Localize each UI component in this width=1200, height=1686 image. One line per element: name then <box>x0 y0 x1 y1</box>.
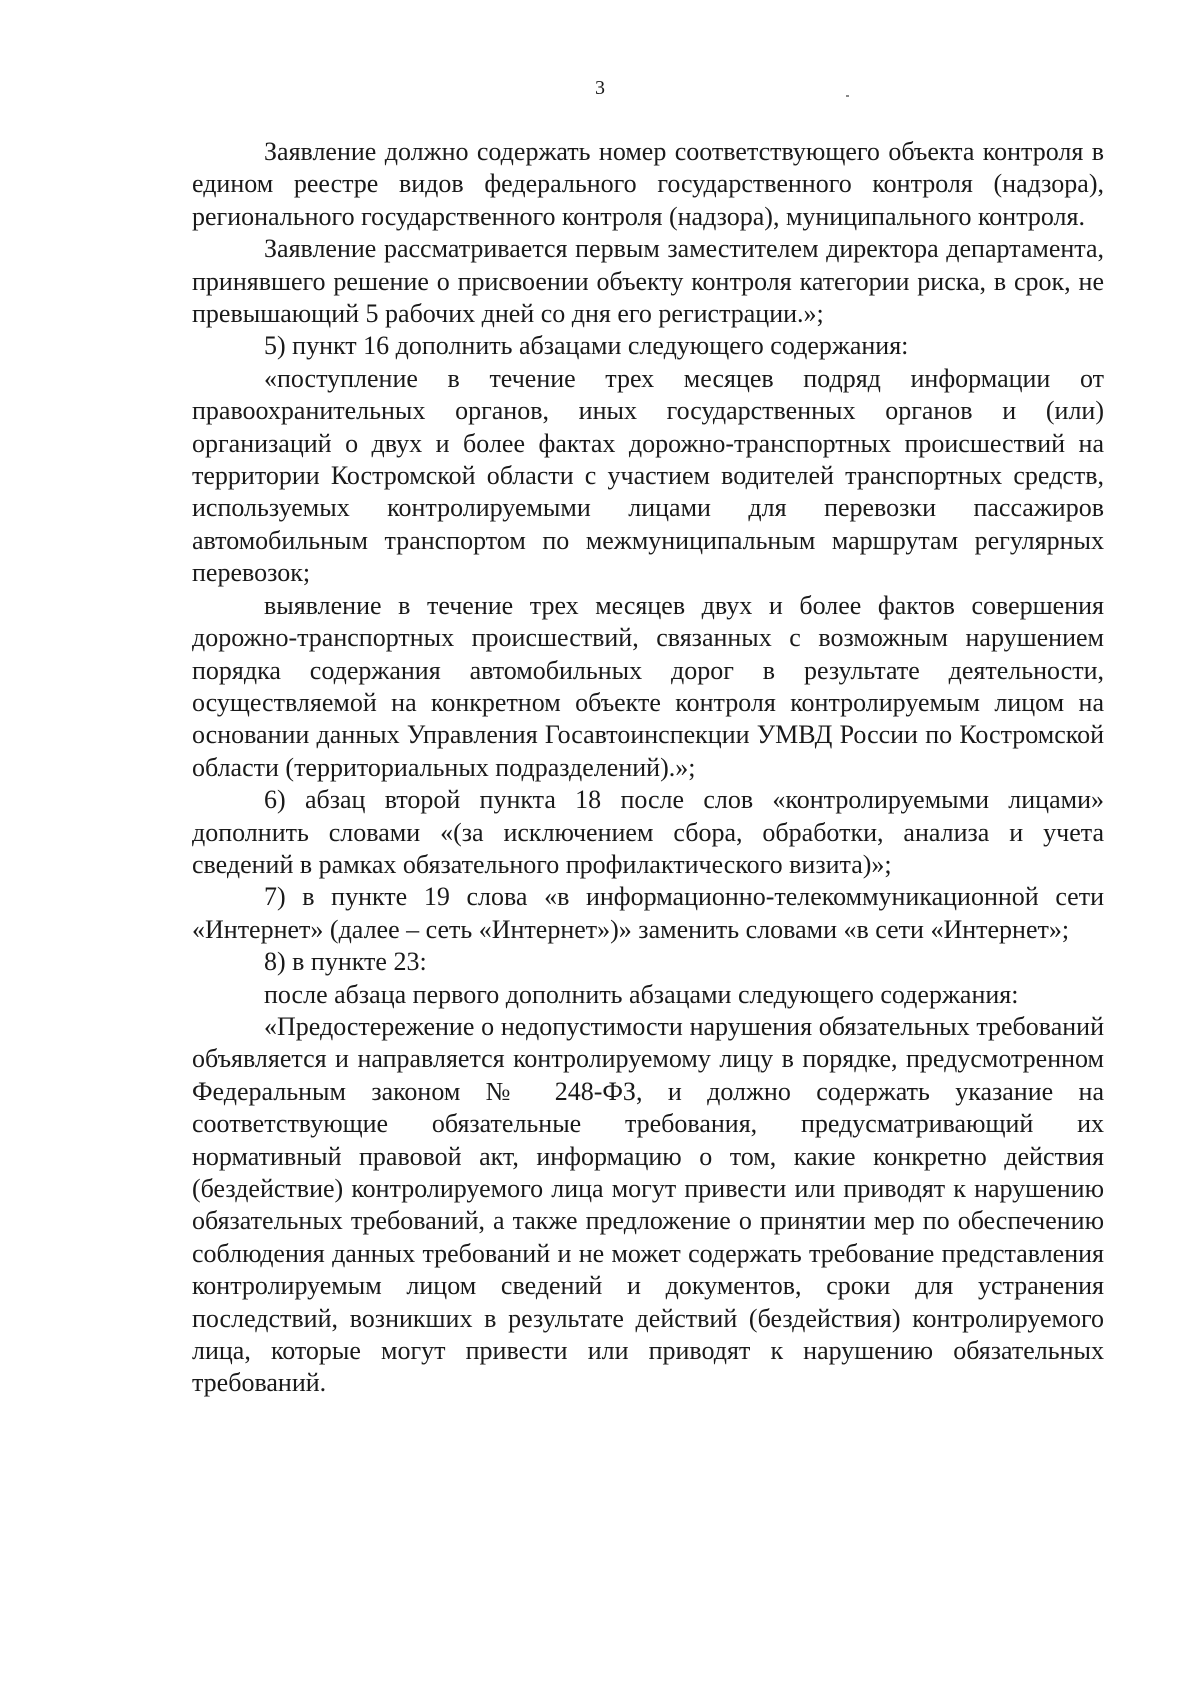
scan-artifact <box>846 95 849 97</box>
paragraph-review-term: Заявление рассматривается первым заместителем директора департамента, принявшего решение о присвоении объекту контроля категории риска, в срок, не превышающий 5 рабочих дней со дня его регистрации.»; <box>192 234 1104 329</box>
paragraph-item-5: 5) пункт 16 дополнить абзацами следующего содержания: <box>264 331 909 361</box>
paragraph-item-8: 8) в пункте 23: <box>264 947 427 977</box>
paragraph-item-7: 7) в пункте 19 слова «в информационно-телекоммуникационной сети «Интернет» (далее – сеть «Интернет»)» заменить словами «в сети «Интернет»; <box>192 882 1104 944</box>
paragraph-traffic-accidents-info: «поступление в течение трех месяцев подряд информации от правоохранительных органов, иных государственных органов и (или) организаций о двух и более фактах дорожно-транспортных происшествий на территории Костромской области с участием водителей транспортных средств, используемых контролируемыми лицами для перевозки пассажиров автомобильным транспортом по межмуниципальным маршрутам регулярных перевозок; <box>192 363 1104 588</box>
paragraph-after-first: после абзаца первого дополнить абзацами следующего содержания: <box>264 979 1019 1009</box>
document-body <box>192 136 1104 1400</box>
paragraph-warning: «Предостережение о недопустимости нарушения обязательных требований объявляется и направляется контролируемому лицу в порядке, предусмотренном Федеральным законом № 248-ФЗ, и должно содержать указание на соответствующие обязательные требования, предусматривающий их нормативный правовой акт, информацию о том, какие конкретно действия (бездействие) контролируемого лица могут привести или приводят к нарушению обязательных требований, а также предложение о принятии мер по обеспечению соблюдения данных требований и не может содержать требование представления контролируемым лицом сведений и документов, сроки для устранения последствий, возникших в результате действий (бездействия) контролируемого лица, которые могут привести или приводят к нарушению обязательных требований. <box>192 1011 1104 1398</box>
page-number: 3 <box>595 77 605 99</box>
paragraph-registry-number: Заявление должно содержать номер соответствующего объекта контроля в едином реестре видов федерального государственного контроля (надзора), регионального государственного контроля (надзора), муниципального контроля. <box>192 137 1104 231</box>
paragraph-item-6: 6) абзац второй пункта 18 после слов «контролируемыми лицами» дополнить словами «(за исключением сбора, обработки, анализа и учета сведений в рамках обязательного профилактического визита)»; <box>192 785 1104 879</box>
paragraph-road-maintenance: выявление в течение трех месяцев двух и более фактов совершения дорожно-транспортных происшествий, связанных с возможным нарушением порядка содержания автомобильных дорог в результате деятельности, осуществляемой на конкретном объекте контроля контролируемым лицом на основании данных Управления Госавтоинспекции УМВД России по Костромской области (территориальных подразделений).»; <box>192 590 1104 782</box>
